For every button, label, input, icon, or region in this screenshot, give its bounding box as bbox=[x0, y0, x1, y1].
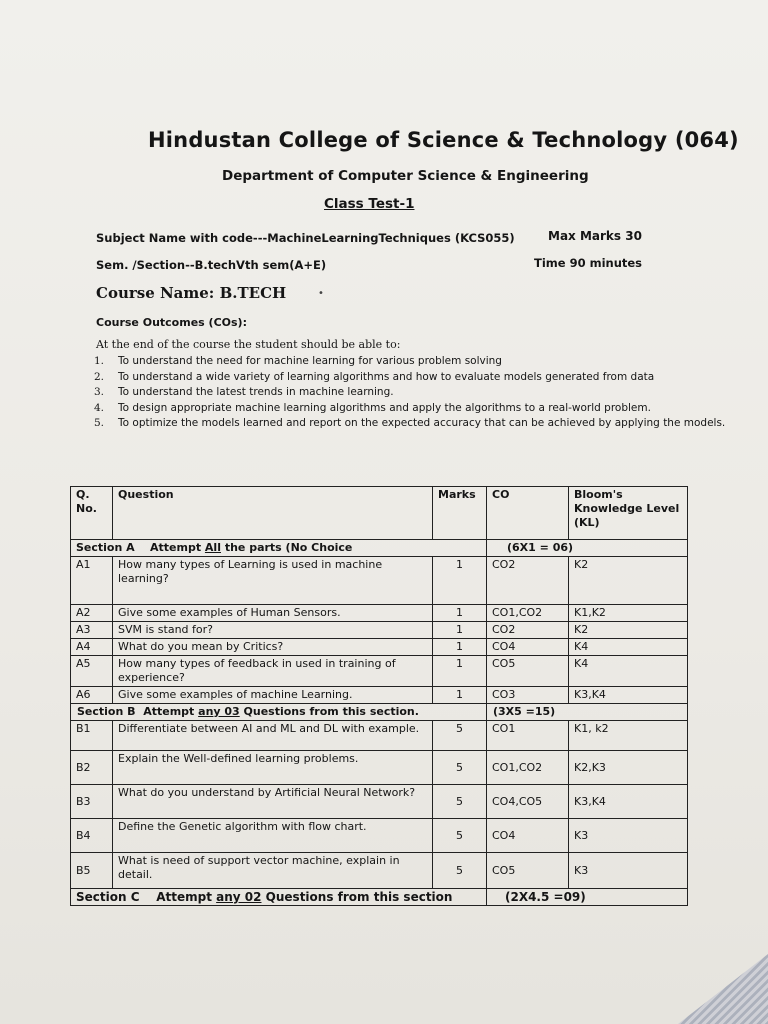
questions-table bbox=[70, 486, 688, 906]
header-qno: Q. No. bbox=[71, 487, 113, 540]
table-row: B2 Explain the Well-defined learning problems. 5 CO1,CO2 K2,K3 bbox=[71, 751, 688, 785]
section-a-row bbox=[71, 540, 688, 557]
course-name: Course Name: B.TECH bbox=[96, 284, 287, 302]
subject-line: Subject Name with code---MachineLearningTechniques (KCS055) bbox=[96, 231, 515, 245]
page-corner-decoration bbox=[678, 954, 768, 1024]
time-allowed: Time 90 minutes bbox=[534, 256, 643, 270]
outcome-item: 1. To understand the need for machine learning for various problem solving bbox=[94, 355, 502, 367]
outcome-item: 3. To understand the latest trends in machine learning. bbox=[94, 386, 394, 398]
table-row: A6 Give some examples of machine Learning. 1 CO3 K3,K4 bbox=[71, 687, 688, 704]
table-row: A3 SVM is stand for? 1 CO2 K2 bbox=[71, 622, 688, 639]
outcomes-list bbox=[94, 354, 734, 432]
section-a-title: Section A Attempt All the parts (No Choice bbox=[71, 540, 487, 557]
max-marks: Max Marks 30 bbox=[548, 229, 642, 243]
section-b-title: Section B Attempt any 03 Questions from this section. bbox=[71, 704, 487, 721]
section-c-row bbox=[71, 889, 688, 906]
section-b-marks: (3X5 =15) bbox=[487, 704, 688, 721]
header-question: Question bbox=[113, 487, 433, 540]
section-a-marks: (6X1 = 06) bbox=[487, 540, 688, 557]
table-header-row bbox=[71, 487, 688, 540]
section-c-title: Section C Attempt any 02 Questions from this section bbox=[71, 889, 487, 906]
outcomes-intro: At the end of the course the student should be able to: bbox=[96, 338, 401, 351]
stray-mark-icon: • bbox=[318, 288, 324, 299]
test-name: Class Test-1 bbox=[324, 196, 415, 212]
outcome-item: 2. To understand a wide variety of learning algorithms and how to evaluate models generated from data bbox=[94, 370, 655, 383]
outcomes-heading: Course Outcomes (COs): bbox=[96, 316, 247, 329]
outcome-item: 4. To design appropriate machine learning algorithms and apply the algorithms to a real-world problem. bbox=[94, 401, 651, 414]
outcome-item: 5. To optimize the models learned and report on the expected accuracy that can be achieved by applying the models. bbox=[94, 417, 726, 429]
section-b-row bbox=[71, 704, 688, 721]
table-row: A2 Give some examples of Human Sensors. 1 CO1,CO2 K1,K2 bbox=[71, 605, 688, 622]
section-c-marks: (2X4.5 =09) bbox=[487, 889, 688, 906]
table-row: B3 What do you understand by Artificial Neural Network? 5 CO4,CO5 K3,K4 bbox=[71, 785, 688, 819]
table-row: A4 What do you mean by Critics? 1 CO4 K4 bbox=[71, 639, 688, 656]
header-co: CO bbox=[487, 487, 569, 540]
table-row: A5 How many types of feedback in used in training of experience? 1 CO5 K4 bbox=[71, 656, 688, 687]
table-row: B5 What is need of support vector machine, explain in detail. 5 CO5 K3 bbox=[71, 853, 688, 889]
table-row: A1 How many types of Learning is used in machine learning? 1 CO2 K2 bbox=[71, 557, 688, 605]
header-marks: Marks bbox=[433, 487, 487, 540]
table-row: B4 Define the Genetic algorithm with flow chart. 5 CO4 K3 bbox=[71, 819, 688, 853]
college-title: Hindustan College of Science & Technology (064) bbox=[148, 128, 739, 152]
department-name: Department of Computer Science & Engineering bbox=[222, 168, 589, 184]
table-row: B1 Differentiate between AI and ML and DL with example. 5 CO1 K1, k2 bbox=[71, 721, 688, 751]
semester-line: Sem. /Section--B.techVth sem(A+E) bbox=[96, 258, 327, 272]
header-kl: Bloom's Knowledge Level (KL) bbox=[569, 487, 688, 540]
